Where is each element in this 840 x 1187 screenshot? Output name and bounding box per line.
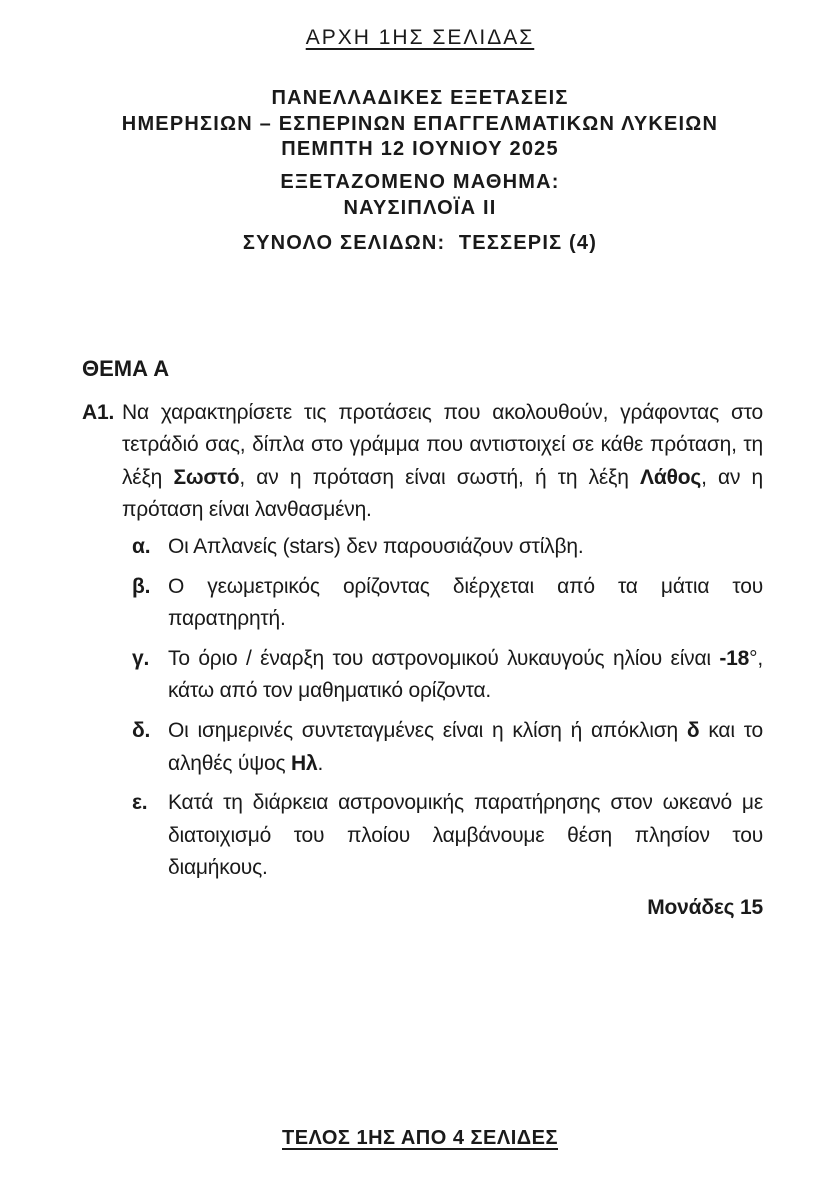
question-a1-bold-wrong: Λάθος xyxy=(640,465,702,489)
question-a1 xyxy=(82,397,763,527)
question-a1-part-3: , αν η πρόταση είναι λανθασμένη. xyxy=(122,465,764,522)
statement-delta xyxy=(132,715,763,780)
statement-gamma-bold-value: -18 xyxy=(719,646,750,670)
question-a1-bold-correct: Σωστό xyxy=(173,465,240,489)
statement-list xyxy=(82,531,763,885)
page-footer-text: ΤΕΛΟΣ 1ΗΣ ΑΠΟ 4 ΣΕΛΙΔΕΣ xyxy=(282,1127,558,1149)
exam-title-block xyxy=(0,86,840,163)
points-label: Μονάδες 15 xyxy=(647,895,763,919)
statement-delta-part-1: Οι ισημερινές συντεταγμένες είναι η κλίση ή απόκλιση xyxy=(168,718,687,742)
page-header-text: ΑΡΧΗ 1ΗΣ ΣΕΛΙΔΑΣ xyxy=(305,26,535,49)
question-a1-part-1: Να χαρακτηρίσετε τις προτάσεις που ακολουθούν, γράφοντας στο τετράδιό σας, δίπλα στο γράμμα που αντιστοιχεί σε κάθε πρόταση, τη λέξη xyxy=(122,400,763,489)
content-area xyxy=(82,353,763,925)
page-header xyxy=(0,26,840,50)
statement-delta-part-2: και το αληθές ύψος xyxy=(168,718,764,775)
title-line-exams: ΠΑΝΕΛΛΑΔΙΚΕΣ ΕΞΕΤΑΣΕΙΣ xyxy=(271,87,569,109)
statement-delta-bold-height: Ηλ xyxy=(291,751,318,775)
statement-gamma-marker: γ. xyxy=(132,646,150,670)
statement-delta-bold-delta: δ xyxy=(686,718,700,742)
subject-label: ΕΞΕΤΑΖΟΜΕΝΟ ΜΑΘΗΜΑ: xyxy=(280,171,560,193)
statement-delta-part-3: . xyxy=(317,751,324,775)
statement-beta-text: Ο γεωμετρικός ορίζοντας διέρχεται από τα μάτια του παρατηρητή. xyxy=(168,574,763,631)
statement-gamma-part-1: Το όριο / έναρξη του αστρονομικού λυκαυγούς ηλίου είναι xyxy=(168,646,720,670)
statement-beta xyxy=(132,571,763,636)
statement-gamma-part-2: °, κάτω από τον μαθηματικό ορίζοντα. xyxy=(168,646,763,703)
statement-beta-marker: β. xyxy=(132,574,151,598)
statement-epsilon-marker: ε. xyxy=(132,791,148,815)
statement-alpha-marker: α. xyxy=(132,534,151,558)
pages-total-line: ΣΥΝΟΛΟ ΣΕΛΙΔΩΝ: ΤΕΣΣΕΡΙΣ (4) xyxy=(242,232,598,254)
statement-delta-marker: δ. xyxy=(132,718,151,742)
statement-alpha-text: Οι Απλανείς (stars) δεν παρουσιάζουν στίλβη. xyxy=(168,534,584,558)
question-a1-part-2: , αν η πρόταση είναι σωστή, ή τη λέξη xyxy=(239,465,641,489)
title-line-schools: ΗΜΕΡΗΣΙΩΝ – ΕΣΠΕΡΙΝΩΝ ΕΠΑΓΓΕΛΜΑΤΙΚΩΝ ΛΥΚΕΙΩΝ xyxy=(121,112,719,135)
statement-alpha xyxy=(132,531,763,564)
statement-epsilon xyxy=(132,787,763,885)
subject-name: ΝΑΥΣΙΠΛΟΪΑ ΙΙ xyxy=(343,196,497,219)
statement-gamma xyxy=(132,643,763,708)
question-a1-number: Α1. xyxy=(82,400,115,424)
subject-block xyxy=(0,170,840,221)
page-footer xyxy=(0,1127,840,1150)
title-line-date: ΠΕΜΠΤΗ 12 ΙΟΥΝΙΟΥ 2025 xyxy=(281,138,559,160)
theme-a-heading: ΘΕΜΑ Α xyxy=(82,356,170,381)
statement-epsilon-text: Κατά τη διάρκεια αστρονομικής παρατήρησης στον ωκεανό με διατοιχισμό του πλοίου λαμβάνουμε θέση πλησίον του διαμήκους. xyxy=(168,791,763,880)
